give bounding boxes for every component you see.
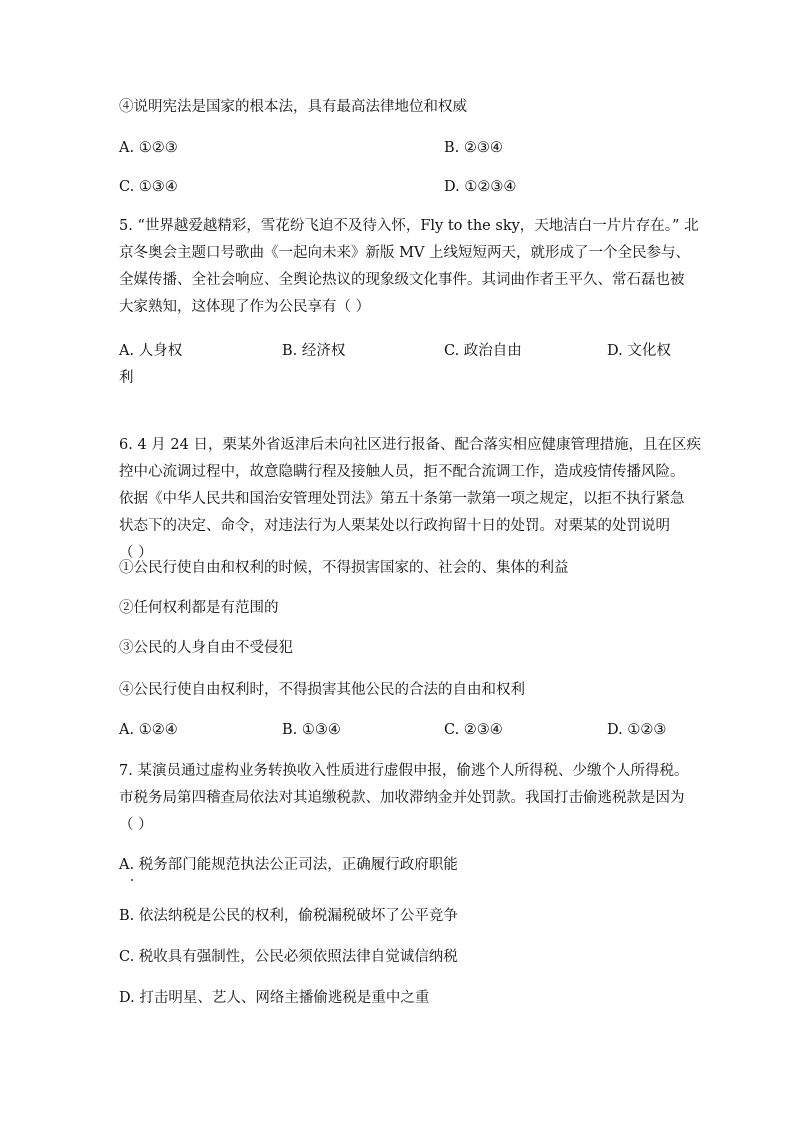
q5-stem: [119, 213, 699, 321]
q5-stem-line: 大家熟知，这体现了作为公民享有（ ）: [119, 299, 371, 315]
q7-stem-line: 市税务局第四稽查局依法对其追缴税款、加收滞纳金并处罚款。我国打击偷逃税款是因为: [119, 790, 685, 806]
q6-stem-line: 依据《中华人民共和国治安管理处罚法》第五十条第一款第一项之规定，以拒不执行紧急: [119, 491, 685, 507]
q7-option-b: B. 依法纳税是公民的权利，偷税漏税破坏了公平竞争: [119, 908, 458, 924]
q5-option-d-wrap: 利: [119, 370, 134, 386]
q6-item-4: ④公民行使自由权利时，不得损害其他公民的合法的自由和权利: [119, 682, 525, 698]
q6-stem-line: （ ）: [119, 545, 153, 561]
q5-stem-line: 京冬奥会主题口号歌曲《一起向未来》新版 MV 上线短短两天，就形成了一个全民参与、: [119, 245, 691, 261]
q5-option-c: C. 政治自由: [444, 343, 522, 359]
q6-option-b: B. ①③④: [282, 722, 341, 738]
q6-stem: [119, 432, 701, 567]
q4-item-4: ④说明宪法是国家的根本法，具有最高法律地位和权威: [119, 99, 467, 115]
q7-stem-line: （ ）: [119, 817, 153, 833]
q6-item-3: ③公民的人身自由不受侵犯: [119, 640, 293, 656]
q5-stem-line: 全媒传播、全社会响应、全舆论热议的现象级文化事件。其词曲作者王平久、常石磊也被: [119, 272, 685, 288]
q6-item-1: ①公民行使自由和权利的时候，不得损害国家的、社会的、集体的利益: [119, 560, 569, 576]
stray-dot: [131, 879, 133, 881]
q6-stem-line: 状态下的决定、命令，对违法行为人栗某处以行政拘留十日的处罚。对栗某的处罚说明: [119, 518, 670, 534]
q5-stem-line: 5. “世界越爱越精彩，雪花纷飞迫不及待入怀，Fly to the sky，天地洁白一片片存在。” 北: [119, 218, 699, 234]
q6-item-2: ②任何权利都是有范围的: [119, 600, 279, 616]
q5-option-a: A. 人身权: [119, 343, 183, 359]
q6-option-c: C. ②③④: [444, 722, 503, 738]
q6-stem-line: 6. 4 月 24 日，栗某外省返津后未向社区进行报备、配合落实相应健康管理措施，且在区疾: [119, 437, 701, 453]
q4-option-b: B. ②③④: [444, 140, 503, 156]
q7-option-a: A. 税务部门能规范执法公正司法，正确履行政府职能: [119, 857, 458, 873]
q6-stem-line: 控中心流调过程中，故意隐瞒行程及接触人员，拒不配合流调工作，造成疫情传播风险。: [119, 464, 685, 480]
q5-option-b: B. 经济权: [282, 343, 346, 359]
q7-stem-line: 7. 某演员通过虚构业务转换收入性质进行虚假申报，偷逃个人所得税、少缴个人所得税。: [119, 763, 689, 779]
q7-option-d: D. 打击明星、艺人、网络主播偷逃税是重中之重: [119, 990, 430, 1006]
q4-option-d: D. ①②③④: [444, 179, 517, 195]
q7-option-c: C. 税收具有强制性，公民必须依照法律自觉诚信纳税: [119, 949, 458, 965]
q4-option-a: A. ①②③: [119, 140, 178, 156]
q7-stem: [119, 758, 689, 839]
q6-option-d: D. ①②③: [607, 722, 667, 738]
q5-option-d: D. 文化权: [607, 343, 671, 359]
q6-option-a: A. ①②④: [119, 722, 178, 738]
q4-option-c: C. ①③④: [119, 179, 178, 195]
